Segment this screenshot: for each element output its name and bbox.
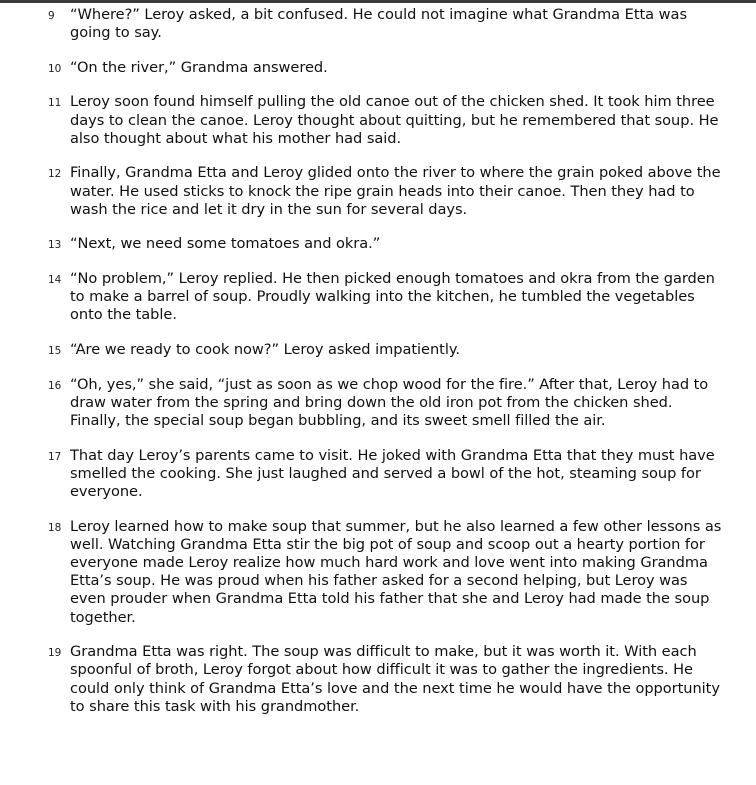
paragraph-number: 16 [48,379,62,392]
paragraph-number: 17 [48,450,62,463]
paragraph-12 [0,164,756,219]
paragraph-number: 15 [48,344,62,357]
paragraph-14 [0,270,756,325]
paragraph-text: Leroy soon found himself pulling the old canoe out of the chicken shed. It took him three days to clean the canoe. Leroy thought about quitting, but he remembered that soup. He also thought about what his mother had said. [70,93,719,147]
paragraph-text: “Next, we need some tomatoes and okra.” [70,235,381,253]
paragraph-number: 13 [48,239,62,252]
paragraph-number: 19 [48,647,62,660]
paragraph-text: “On the river,” Grandma answered. [70,58,328,76]
paragraph-number: 14 [48,273,62,286]
paragraph-19 [0,643,756,716]
paragraph-text: That day Leroy’s parents came to visit. He joked with Grandma Etta that they must have smelled the cooking. She just laughed and served a bowl of the hot, steaming soup for everyone. [70,446,715,500]
paragraph-text: “Where?” Leroy asked, a bit confused. He could not imagine what Grandma Etta was going to say. [70,6,687,42]
paragraph-number: 12 [48,168,62,181]
paragraph-text: Grandma Etta was right. The soup was difficult to make, but it was worth it. With each spoonful of broth, Leroy forgot about how difficult it was to gather the ingredients. He could only think of Grandma Etta’s love and the next time he would have the opportunity to share this task with his grandmother. [70,643,720,715]
paragraph-13 [0,235,756,253]
paragraph-18 [0,518,756,627]
paragraph-text: Finally, Grandma Etta and Leroy glided onto the river to where the grain poked above the water. He used sticks to knock the ripe grain heads into their canoe. Then they had to wash the rice and let it dry in the sun for several days. [70,164,721,218]
story-passage [0,6,756,732]
paragraph-text: Leroy learned how to make soup that summer, but he also learned a few other lessons as well. Watching Grandma Etta stir the big pot of soup and scoop out a hearty portion for everyone made Leroy realize how much hard work and love went into making Grandma Etta’s soup. He was proud when his father asked for a second helping, but Leroy was even prouder when Grandma Etta told his father that she and Leroy had made the soup together. [70,517,722,626]
paragraph-9 [0,6,756,42]
paragraph-10 [0,59,756,77]
paragraph-17 [0,447,756,502]
paragraph-number: 10 [48,62,62,75]
paragraph-15 [0,341,756,359]
paragraph-text: “No problem,” Leroy replied. He then picked enough tomatoes and okra from the garden to make a barrel of soup. Proudly walking into the kitchen, he tumbled the vegetables onto the table. [70,269,715,324]
paragraph-number: 11 [48,97,62,110]
paragraph-11 [0,93,756,148]
paragraph-16 [0,376,756,431]
top-rule [0,0,756,3]
paragraph-text: “Oh, yes,” she said, “just as soon as we chop wood for the fire.” After that, Leroy had to draw water from the spring and bring down the old iron pot from the chicken shed. Finally, the special soup began bubbling, and its sweet smell filled the air. [70,375,709,429]
paragraph-number: 9 [48,10,55,22]
paragraph-number: 18 [48,521,62,534]
paragraph-text: “Are we ready to cook now?” Leroy asked impatiently. [70,340,460,358]
